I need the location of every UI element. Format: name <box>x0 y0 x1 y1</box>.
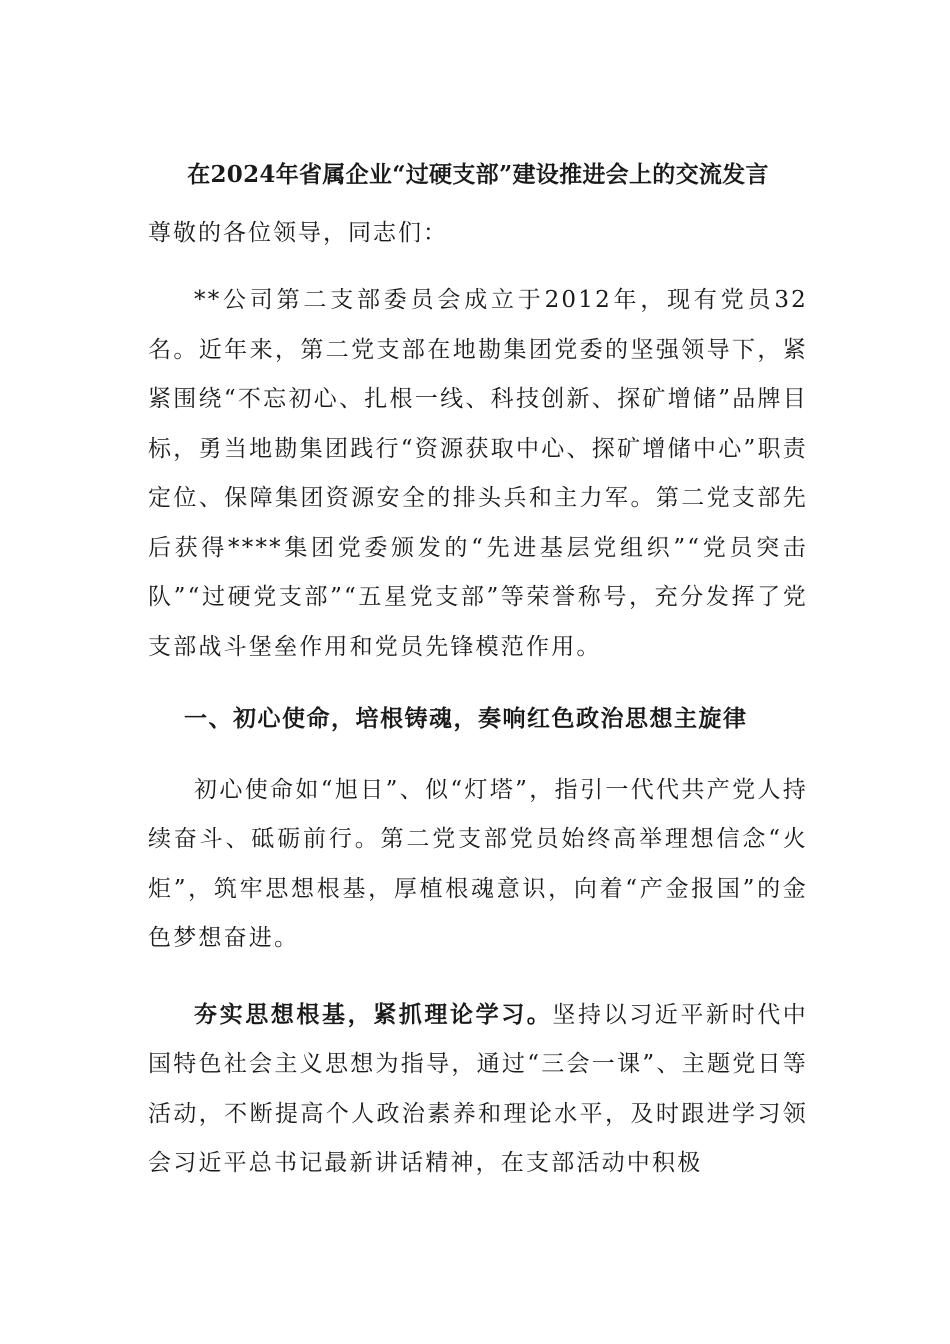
salutation: 尊敬的各位领导，同志们： <box>148 220 448 246</box>
section-heading-1: 一、初心使命，培根铸魂，奏响红色政治思想主旋律 <box>184 705 748 732</box>
subsection-body: 坚持以习近平新时代中国特色社会主义思想为指导，通过“三会一课”、主题党日等活动，不断提高个人政治素养和理论水平，及时跟进学习领会习近平总书记最新讲话精神，在支部活动中积极 <box>148 1001 809 1176</box>
intro-paragraph: **公司第二支部委员会成立于2012年，现有党员32名。近年来，第二党支部在地勘集团党委的坚强领导下，紧紧围绕“不忘初心、扎根一线、科技创新、探矿增储”品牌目标，勇当地勘集团践行“资源获取中心、探矿增储中心”职责定位、保障集团资源安全的排头兵和主力军。第二党支部先后获得****集团党委颁发的“先进基层党组织”“党员突击队”“过硬党支部”“五星党支部”等荣誉称号，充分发挥了党支部战斗堡垒作用和党员先锋模范作用。 <box>148 287 808 660</box>
document-title: 在2024年省属企业“过硬支部”建设推进会上的交流发言 <box>187 161 769 188</box>
subsection-lead: 夯实思想根基，紧抓理论学习。 <box>194 1000 553 1028</box>
subsection-paragraph <box>148 990 808 1189</box>
section-1-paragraph: 初心使命如“旭日”、似“灯塔”，指引一代代共产党人持续奋斗、砥砺前行。第二党支部党员始终高举理想信念“火炬”，筑牢思想根基，厚植根魂意识，向着“产金报国”的金色梦想奋进。 <box>148 776 808 951</box>
document-body <box>148 152 808 1189</box>
